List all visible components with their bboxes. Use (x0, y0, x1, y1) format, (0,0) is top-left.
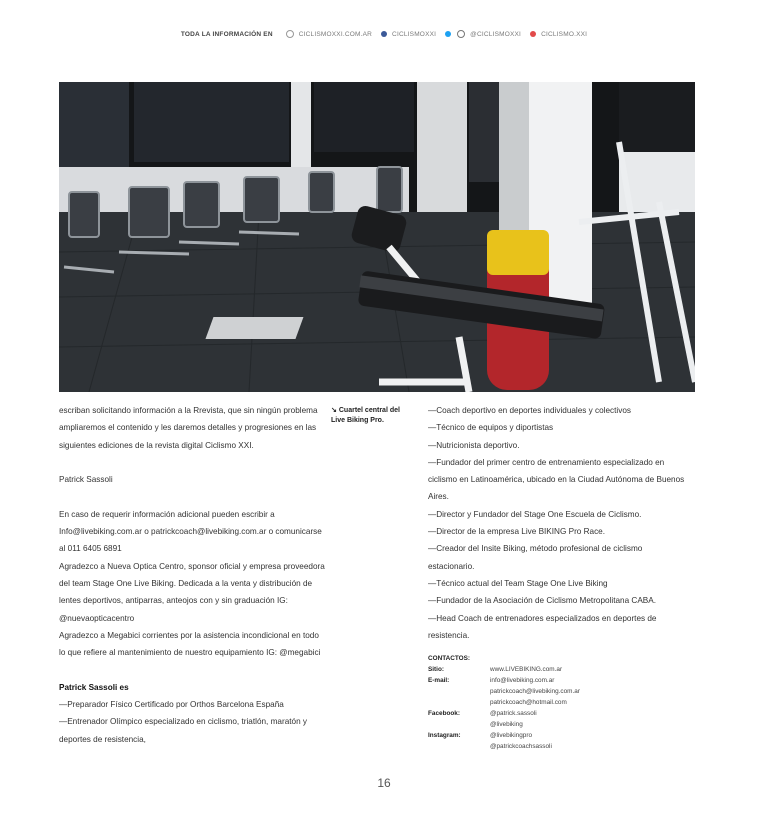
contact-label-site: Sitio: (428, 666, 444, 673)
header-link-facebook[interactable]: CICLISMOXXI (392, 30, 437, 38)
instagram-icon (457, 30, 465, 38)
twitter-icon (445, 31, 451, 37)
contact-instagram-handle[interactable]: @livebikingpro (490, 732, 533, 739)
paragraph: Agradezco a Megabici corrientes por la asistencia incondicional en todo lo que refiere al mantenimiento de nuestro equipamiento IG: @megabici (59, 630, 321, 658)
paragraph: Agradezco a Nueva Optica Centro, sponsor oficial y empresa proveedora del team Stage One Live Biking. Dedicada a la venta y distribución de lentes deportivos, antiparras, anteojos con y sin graduación IG: @nuevaopticacentro (59, 561, 325, 623)
list-item: —Técnico actual del Team Stage One Live Biking (428, 578, 608, 588)
section-heading: Patrick Sassoli es (59, 682, 129, 692)
header-lead: TODA LA INFORMACIÓN EN (180, 30, 273, 38)
contact-label-email: E-mail: (428, 677, 450, 684)
paragraph: En caso de requerir información adicional pueden escribir a Info@livebiking.com.ar o patrickcoach@livebiking.com.ar o comunicarse al 011 6405 6891 (59, 509, 322, 554)
list-item: —Fundador de la Asociación de Ciclismo Metropolitana CABA. (428, 596, 656, 606)
header-link-instagram[interactable]: @CICLISMOXXI (470, 30, 522, 38)
list-item: —Coach deportivo en deportes individuales y colectivos (428, 406, 631, 415)
contact-label-facebook: Facebook: (428, 710, 460, 717)
contact-facebook-handle[interactable]: @livebiking (490, 721, 523, 728)
list-item: —Técnico de equipos y diportistas (428, 423, 554, 433)
contact-label-instagram: Instagram: (428, 732, 461, 739)
arrow-down-right-icon: ↘ (331, 407, 337, 414)
column-left (59, 402, 325, 748)
header-link-youtube[interactable]: CICLISMO.XXI (541, 30, 588, 38)
globe-icon (286, 30, 294, 38)
list-item: —Director de la empresa Live BIKING Pro Race. (428, 527, 606, 537)
page-number: 16 (377, 776, 391, 790)
list-item: —Creador del Insite Biking, método profesional de ciclismo estacionario. (428, 544, 643, 571)
contact-instagram-handle[interactable]: @patrickcoachsassoli (490, 743, 552, 750)
paragraph: escriban solicitando información a la Rrevista, que sin ningún problema ampliaremos el contenido y les daremos detalles y progresiones en las siguientes ediciones de la revista digital Ciclismo XXI. (59, 406, 318, 450)
contact-email-link[interactable]: patrickcoach@hotmail.com (490, 699, 567, 706)
list-item: —Fundador del primer centro de entrenamiento especializado en ciclismo en Latinoamérica, ubicado en la Ciudad Autónoma de Buenos Aires. (428, 457, 685, 502)
signature-name: Patrick Sassoli (59, 475, 113, 485)
contacts-title: CONTACTOS: (428, 655, 471, 662)
header-link-website[interactable]: CICLISMOXXI.COM.AR (298, 30, 373, 38)
caption-text: Cuartel central del Live Biking Pro. (331, 407, 400, 424)
contacts-block (428, 654, 690, 752)
header-bar (0, 28, 768, 40)
list-item: —Nutricionista deportivo. (428, 440, 520, 450)
list-item: —Director y Fundador del Stage One Escuela de Ciclismo. (428, 509, 642, 519)
contact-email-link[interactable]: patrickcoach@livebiking.com.ar (490, 688, 580, 695)
list-item: —Head Coach de entrenadores especializados en deportes de resistencia. (428, 613, 657, 640)
contact-email-link[interactable]: info@livebiking.com.ar (490, 677, 555, 684)
contact-site-link[interactable]: www.LIVEBIKING.com.ar (490, 666, 563, 673)
column-right (428, 402, 690, 644)
gym-photo (59, 82, 695, 392)
contact-facebook-handle[interactable]: @patrick.sassoli (490, 710, 537, 717)
list-item: —Preparador Físico Certificado por Orthos Barcelona España (59, 700, 284, 710)
photo-caption (331, 406, 415, 426)
facebook-icon (381, 31, 387, 37)
youtube-icon (530, 31, 536, 37)
list-item: —Entrenador Olímpico especializado en ciclismo, triatlón, maratón y deportes de resistencia, (59, 717, 308, 744)
